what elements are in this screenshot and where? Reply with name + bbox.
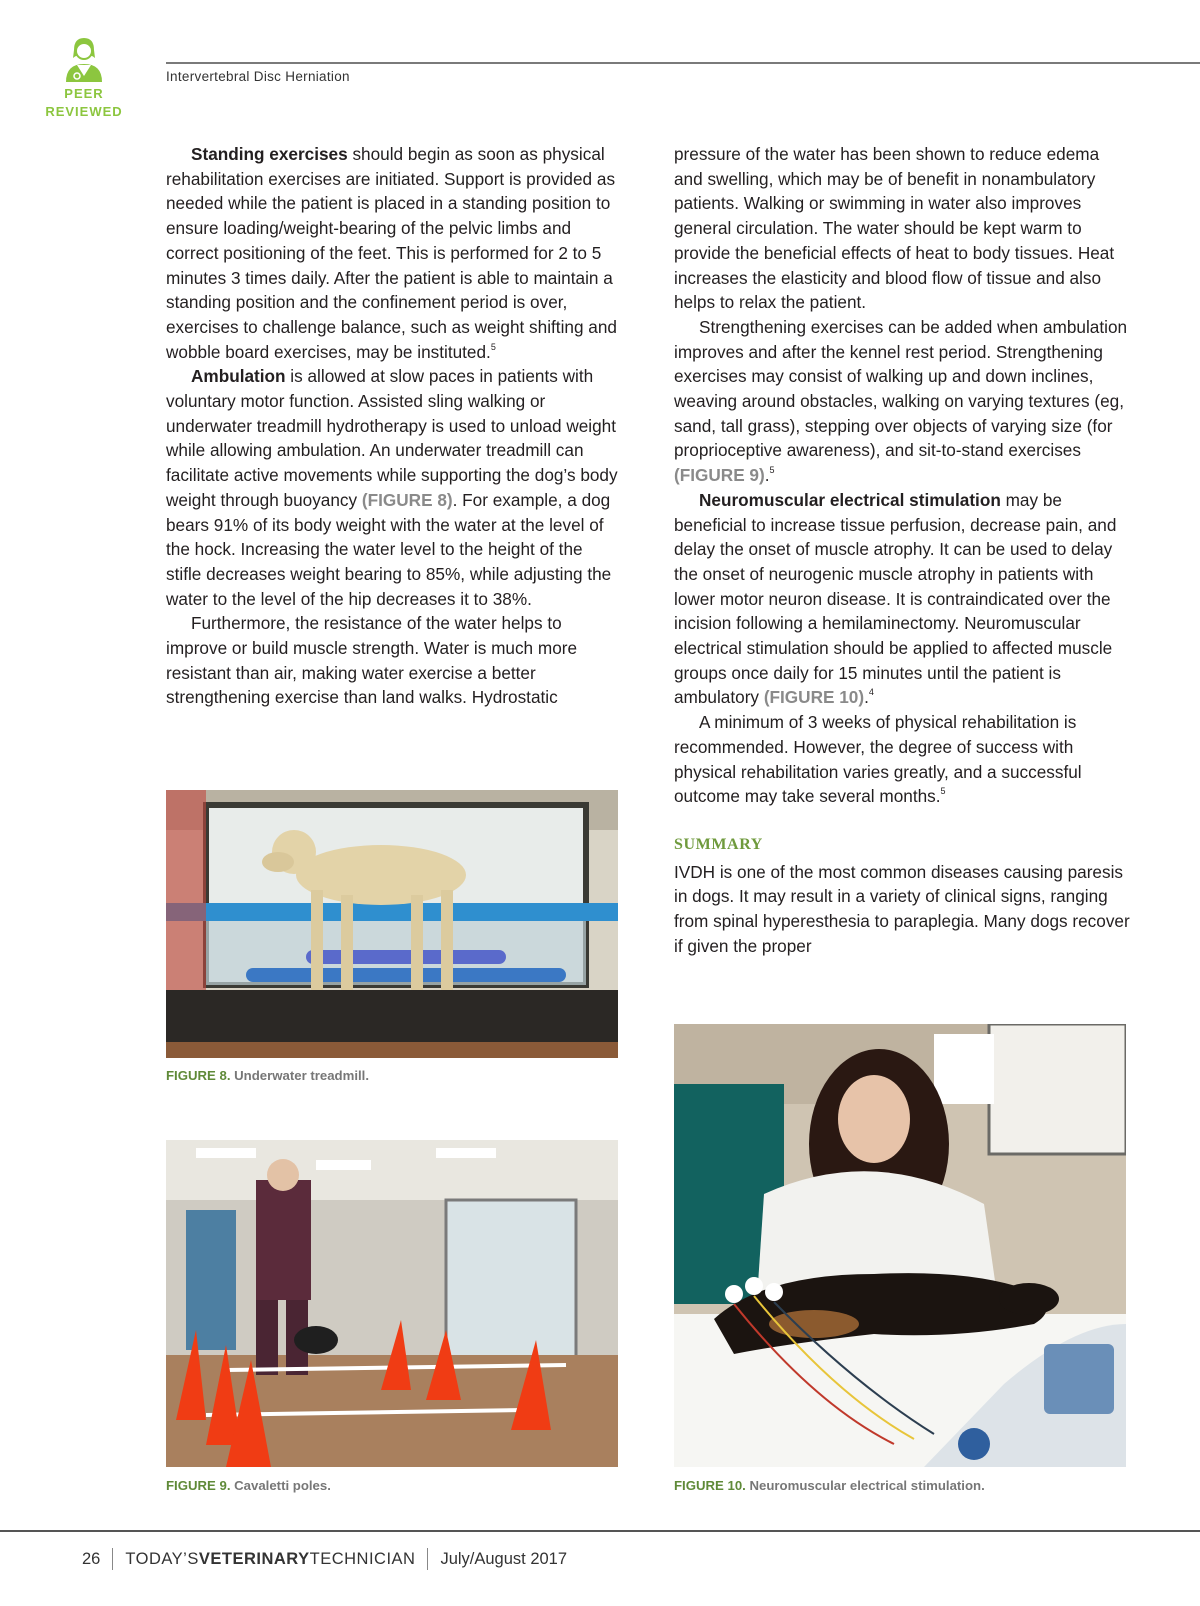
figure-8-caption [166, 1068, 369, 1083]
figure-9-label: FIGURE 9. [166, 1478, 231, 1493]
summary-heading: SUMMARY [674, 835, 763, 853]
figure-8-label: FIGURE 8. [166, 1068, 231, 1083]
footer-separator [112, 1548, 113, 1570]
left-column [166, 142, 618, 710]
figure-10-reference[interactable]: (FIGURE 10) [763, 687, 865, 708]
term-ambulation: Ambulation [191, 366, 286, 387]
paragraph-water-resistance: Furthermore, the resistance of the water helps to improve or build muscle strength. Water is much more resistant than air, making water exercise a better strengthening exercise than land walks. Hydrostatic [166, 613, 578, 708]
figure-10-caption-text: Neuromuscular electrical stimulation. [745, 1478, 985, 1493]
paragraph-nmes: Neuromuscular electrical stimulation may be beneficial to increase tissue perfusion, decrease pain, and delay the onset of muscle atrophy. It can be used to delay the onset of neurogenic muscle atrophy in patients with lower motor neuron disease. It is contraindicated over the incision following a hemilaminectomy. Neuromuscular electrical stimulation should be applied to affected muscle groups once daily for 15 minutes until the patient is ambulatory (FIGURE 10).$^4$ [674, 489, 1117, 708]
right-column [674, 142, 1130, 959]
citation: 5 [490, 341, 496, 352]
peer-reviewed-badge [38, 34, 130, 120]
figure-8-photo [166, 790, 618, 1058]
figure-9-photo [166, 1140, 618, 1467]
paragraph-minimum-rehab: A minimum of 3 weeks of physical rehabilitation is recommended. However, the degree of success with physical rehabilitation varies greatly, and a successful outcome may take several months.$^5$ [674, 712, 1082, 807]
term-nmes: Neuromuscular electrical stimulation [699, 489, 1001, 510]
citation: 5 [940, 786, 946, 797]
running-head: Intervertebral Disc Herniation [166, 69, 350, 84]
paragraph-standing-exercises: Standing exercises should begin as soon as physical rehabilitation exercises are initiated. Support is provided as needed while the patient is placed in a standing position to ensure loading/weight-bearing of the pelvic limbs and correct positioning of the feet. This is performed for 2 to 5 minutes 3 times daily. After the patient is able to maintain a standing position and the confinement period is over, exercises to challenge balance, such as weight shifting and wobble board exercises, may be instituted.$^5$ [166, 144, 617, 362]
citation: 4 [868, 687, 874, 698]
term-standing-exercises: Standing exercises [191, 144, 348, 164]
paragraph-ambulation: Ambulation is allowed at slow paces in patients with voluntary motor function. Assisted sling walking or underwater treadmill hydrotherapy is used to unload weight while allowing ambulation. An underwater treadmill can facilitate active movements while supporting the dog’s body weight through buoyancy (FIGURE 8). For example, a dog bears 91% of its body weight with the water at the level of the hock. Increasing the water level to the height of the stifle decreases weight bearing to 85%, while adjusting the water to the level of the hip decreases it to 38%. [166, 366, 618, 609]
paragraph-hydrostatic-pressure: pressure of the water has been shown to reduce edema and swelling, which may be of benefit in nonambulatory patients. Walking or swimming in water also improves general circulation. The water should be kept warm to provide the beneficial effects of heat to body tissues. Heat increases the elasticity and blood flow of tissue and also helps to relax the patient. [674, 144, 1115, 313]
paragraph-summary: IVDH is one of the most common diseases causing paresis in dogs. It may result in a variety of clinical signs, ranging from spinal hyperesthesia to paraplegia. Many dogs recover if given the proper [674, 861, 1130, 956]
citation: 5 [769, 465, 775, 476]
page-footer [82, 1548, 567, 1570]
figure-10-caption [674, 1478, 985, 1493]
figure-9-caption-text: Cavaletti poles. [230, 1478, 331, 1493]
peer-label-line2: REVIEWED [45, 104, 123, 119]
peer-label-line1: PEER [64, 86, 104, 101]
footer-rule [0, 1530, 1200, 1532]
figure-10-photo [674, 1024, 1126, 1467]
paragraph-strengthening: Strengthening exercises can be added when ambulation improves and after the kennel rest period. Strengthening exercises may consist of walking up and down inclines, weaving around obstacles, walking on varying textures (eg, sand, tall grass), stepping over objects of varying size (for proprioceptive awareness), and sit-to-stand exercises (FIGURE 9).$^5$ [674, 316, 1128, 486]
issue-date: July/August 2017 [440, 1549, 568, 1568]
figure-8-reference[interactable]: (FIGURE 8) [361, 489, 453, 510]
footer-separator [427, 1548, 428, 1570]
figure-8-caption-text: Underwater treadmill. [230, 1068, 369, 1083]
header-rule [166, 62, 1200, 64]
page-number: 26 [82, 1549, 101, 1568]
figure-9-caption [166, 1478, 331, 1493]
doctor-icon [62, 34, 106, 84]
figure-9-reference[interactable]: (FIGURE 9) [674, 465, 765, 486]
figure-10-label: FIGURE 10. [674, 1478, 746, 1493]
magazine-name: TODAY’SVETERINARYTECHNICIAN [125, 1549, 416, 1568]
